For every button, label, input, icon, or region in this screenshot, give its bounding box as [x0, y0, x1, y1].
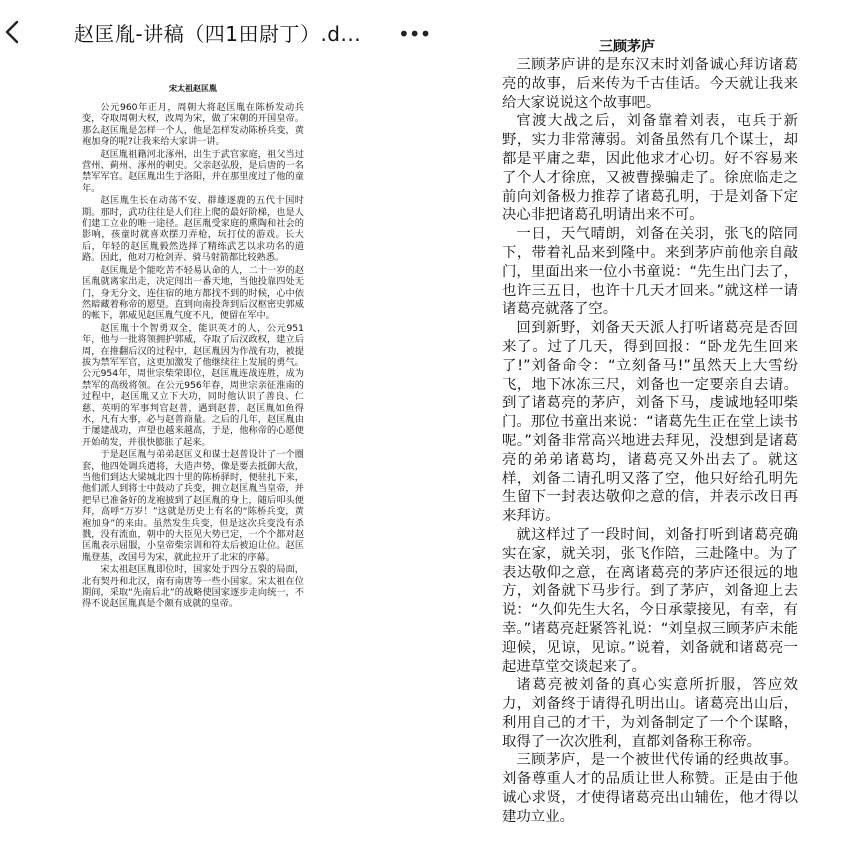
doc-paragraph: 赵匡胤生长在动荡不安、群雄逐鹿的五代十国时期。那时，武功往往是人们往上爬的最好阶梯，也是人们建工立业的唯一途径。赵匡胤受家庭的熏陶和社会的影响，孩童时就喜欢摆刀弄枪，玩打仗的游戏。长大后，年轻的赵匡胤毅然选择了精练武艺以求功名的道路。因此，他对刀枪剑弄、骑马射箭都比较熟悉。	[82, 195, 304, 264]
story-title: 三顾茅庐	[599, 39, 655, 55]
document-page	[82, 62, 304, 846]
doc-paragraph: 赵匡胤祖籍河北涿州，出生于武官家庭，祖父当过营州、蓟州、涿州的刺史。父亲赵弘殷，是后唐的一名禁军军官。赵匡胤出生于洛阳，并在那里度过了他的童年。	[82, 148, 304, 194]
story-paragraph: 官渡大战之后，刘备靠着刘表，屯兵于新野，实力非常薄弱。刘备虽然有几个谋士，却都是平庸之辈，因此他求才心切。好不容易来了个人才徐庶，又被曹操骗走了。徐庶临走之前向刘备极力推荐了诸葛孔明，于是刘备下定决心非把诸葛孔明请出来不可。	[502, 113, 798, 224]
more-dots-icon[interactable]: •••	[398, 22, 431, 46]
document-title: 赵匡胤-讲稿（四1田尉丁）.d...	[74, 22, 362, 46]
story-paragraph: 一日，天气晴朗，刘备在关羽，张飞的陪同下，带着礼品来到隆中。来到茅庐前他亲自敲门，里面出来一位小书童说：“先生出门去了，也许三五日，也许十几天才回来。”就这样一请诸葛亮就落了空。	[502, 226, 798, 318]
story-paragraph: 就这样过了一段时间，刘备打听到诸葛亮确实在家，就关羽，张飞作陪，三赴隆中。为了表达敬仰之意，在离诸葛亮的茅庐还很远的地方，刘备就下马步行。到了茅庐，刘备迎上去说：“久仰先生大名，今日承蒙接见，有幸，有幸。”诸葛亮赶紧答礼说：“刘皇叔三顾茅庐未能迎候，见谅，见谅。”说着，刘备就和诸葛亮一起进草堂交谈起来了。	[502, 526, 798, 675]
doc-paragraph: 赵匡胤是个能吃苦不轻易认命的人，二十一岁的赵匡胤就离家出走，决定闯出一番天地，当他投靠四处无门，身无分文，连住宿的地方都找不到的时候，心中依然暗藏着称帝的愿望。直到向南投奔到后汉枢密史郭威的帐下，郭威见赵匡胤气度不凡，便留在军中。	[82, 264, 304, 322]
chevron-left-icon[interactable]	[4, 20, 20, 44]
doc-heading: 宋太祖赵匡胤	[169, 84, 217, 93]
story-paragraph: 诸葛亮被刘备的真心实意所折服，答应效力，刘备终于请得孔明出山。诸葛亮出山后，利用自己的才干，为刘备制定了一个个谋略，取得了一次次胜利，直都刘备称王称帝。	[502, 677, 798, 750]
story-paragraph: 回到新野，刘备天天派人打听诸葛亮是否回来了。过了几天，得到回报：“卧龙先生回来了!”刘备命令：“立刻备马!”虽然天上大雪纷飞，地下冰冻三尺，刘备也一定要亲自去请。到了诸葛亮的茅庐，刘备下马，虔诚地轻叩柴门。那位书童出来说：“诸葛先生正在堂上读书呢。”刘备非常高兴地进去拜见，没想到是诸葛亮的弟弟诸葛均，诸葛亮又外出去了。就这样，刘备二请孔明又落了空，他只好给孔明先生留下一封表达敬仰之意的信，并表示改日再来拜访。	[502, 320, 798, 525]
story-paragraph: 三顾茅庐讲的是东汉末时刘备诚心拜访诸葛亮的故事，后来传为千古佳话。今天就让我来给大家说说这个故事吧。	[502, 57, 798, 111]
top-bar	[0, 0, 440, 62]
doc-body	[82, 102, 304, 611]
doc-paragraph: 公元960年正月，周朝大将赵匡胤在陈桥发动兵变，夺取周朝大权，改周为宋，做了宋朝的开国皇帝。那么赵匡胤是怎样一个人，他是怎样发动陈桥兵变，黄袍加身的呢?让我来给大家讲一讲。	[82, 102, 304, 148]
story-body	[502, 56, 798, 827]
doc-paragraph: 宋太祖赵匡胤即位时，国家处于四分五裂的局面，北有契丹和北汉，南有南唐等一些小国家。宋太祖在位期间，采取“先南后北”的战略使国家逐步走向统一，不得不说赵匡胤真是个颇有成就的皇帝。	[82, 564, 304, 610]
doc-paragraph: 于是赵匡胤与弟弟赵匡义和谋士赵普设计了一个圈套，他四处调兵遣将，大造声势，像是要去抵御大敌，当他们到达大梁城北四十里的陈桥驿时，便驻扎下来，他们派人到将士中鼓动了兵变，拥立赵匡胤当皇帝，并把早已准备好的龙袍披到了赵匡胤的身上，随后叩头便拜，高呼“万岁！”这就是历史上有名的“陈桥兵变，黄袍加身”的来由。虽然发生兵变，但是这次兵变没有杀戮，没有流血，朝中的大臣见大势已定，一个个都对赵匡胤表示屈服，小皇帝柴宗训和符太后被迫让位。赵匡胤登基，改国号为宋，就此拉开了北宋的序幕。	[82, 449, 304, 563]
doc-paragraph: 赵匡胤十个智勇双全，能识英才的人，公元951年，他与一批将领拥护郭威，夺取了后汉政权，建立后周，在推翻后汉的过程中，赵匡胤因为作战有功，被提拔为禁军军官，这更加激发了他继续往上发展的勇气。公元954年，周世宗柴荣即位，赵匡胤连战连胜，成为禁军的高级将领。在公元956年春，周世宗亲征淮南的过程中，赵匡胤又立下大功，同时他认识了善良、仁慈、英明的军事判官赵普，遇到赵普，赵匡胤如鱼得水，凡有大事，必与赵普商量。之后的几年，赵匡胤由于屡建战功，声望也越来越高，于是，他称帝的心愿便开始萌发，并很快膨胀了起来。	[82, 322, 304, 448]
story-paragraph: 三顾茅庐，是一个被世代传诵的经典故事。刘备尊重人才的品质让世人称赞。正是由于他诚心求贤，才使得诸葛亮出山辅佐，他才得以建功立业。	[502, 752, 798, 825]
story-panel	[498, 0, 798, 846]
